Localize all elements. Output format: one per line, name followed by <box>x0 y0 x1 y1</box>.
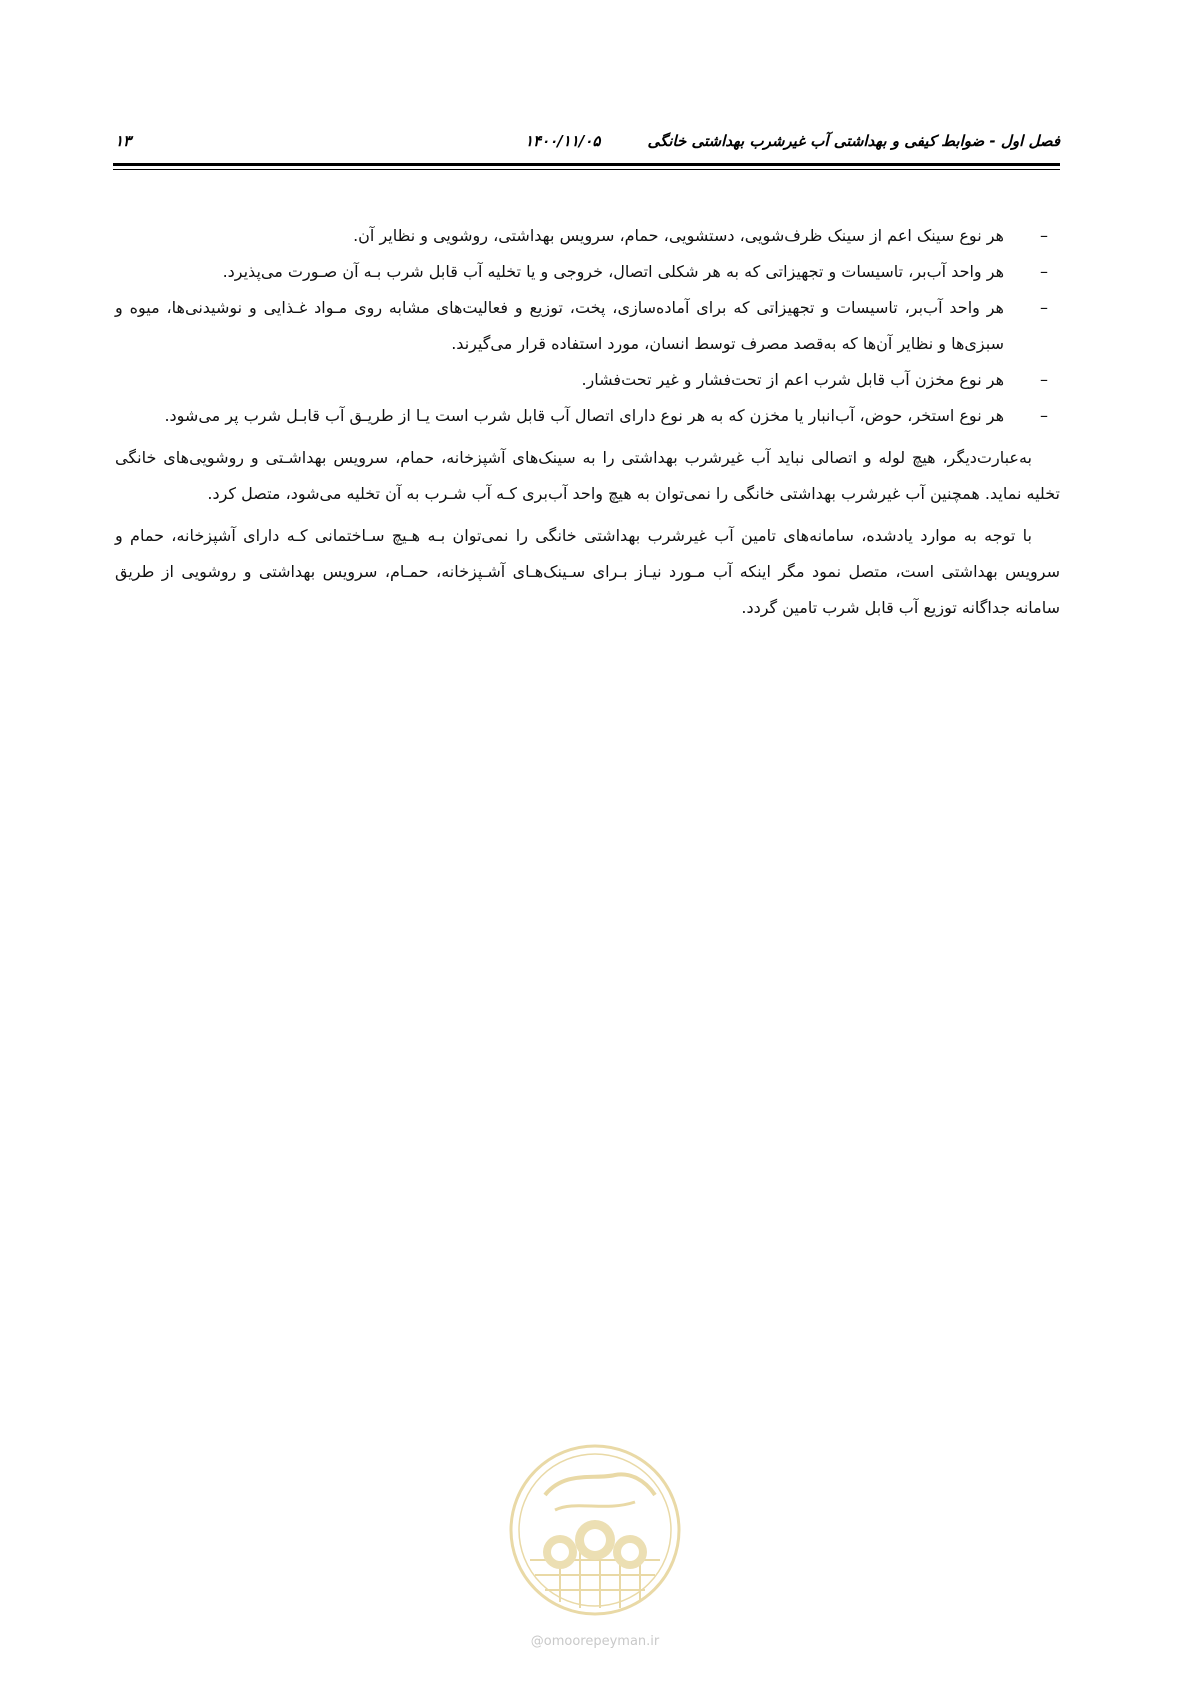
list-item-text: هر واحد آب‌بر، تاسیسات و تجهیزاتی که به هر شکلی اتصال، خروجی و یا تخلیه آب قابل شرب بـه آن صـورت می‌پذیرد. <box>222 262 1004 281</box>
header-rule-thick <box>113 163 1060 166</box>
bullet-marker: – <box>1040 370 1048 389</box>
chapter-title: فصل اول - ضوابط کیفی و بهداشتی آب غیرشرب بهداشتی خانگی <box>647 132 1060 150</box>
bullet-list <box>115 218 1060 434</box>
list-item-text: هر نوع سینک اعم از سینک ظرف‌شویی، دستشویی، حمام، سرویس بهداشتی، روشویی و نظایر آن. <box>353 226 1004 245</box>
list-item-text: هر نوع مخزن آب قابل شرب اعم از تحت‌فشار و غیر تحت‌فشار. <box>581 370 1004 389</box>
list-item <box>115 362 1060 398</box>
bullet-marker: – <box>1040 262 1048 281</box>
list-item-text: هر واحد آب‌بر، تاسیسات و تجهیزاتی که برای آماده‌سازی، پخت، توزیع و فعالیت‌های مشابه روی مـواد غـذایی و نوشیدنی‌ها، میوه و سبزی‌ها و نظایر آن‌ها که به‌قصد مصرف توسط انسان، مورد استفاده قرار می‌گیرند. <box>115 298 1004 353</box>
list-item <box>115 398 1060 434</box>
page-header <box>115 128 1060 154</box>
page-number: ۱۳ <box>115 132 132 150</box>
header-rule-thin <box>113 169 1060 170</box>
bullet-marker: – <box>1040 298 1048 317</box>
body-text <box>115 218 1060 626</box>
bullet-marker: – <box>1040 406 1048 425</box>
list-item <box>115 218 1060 254</box>
list-item <box>115 290 1060 362</box>
watermark-logo <box>505 1440 685 1620</box>
document-date: ۱۴۰۰/۱۱/۰۵ <box>525 132 601 150</box>
watermark-url: @omoorepeyman.ir <box>530 1634 660 1649</box>
bullet-marker: – <box>1040 226 1048 245</box>
list-item <box>115 254 1060 290</box>
paragraph: به‌عبارت‌دیگر، هیچ لوله و اتصالی نباید آب غیرشرب بهداشتی را به سینک‌های آشپزخانه، حمام، سرویس بهداشـتی و روشویی‌های خانگی تخلیه نماید. همچنین آب غیرشرب بهداشتی خانگی را نمی‌توان به هیچ واحد آب‌بری کـه آب شـرب به آن تخلیه می‌شود، متصل کرد. <box>115 448 1060 503</box>
list-item-text: هر نوع استخر، حوض، آب‌انبار یا مخزن که به هر نوع دارای اتصال آب قابل شرب است یـا از طریـق آب قابـل شرب پر می‌شود. <box>164 406 1004 425</box>
paragraph: با توجه به موارد یادشده، سامانه‌های تامین آب غیرشرب بهداشتی خانگی را نمی‌توان بـه هـیچ سـاختمانی کـه دارای آشپزخانه، حمام و سرویس بهداشتی است، متصل نمود مگر اینکه آب مـورد نیـاز بـرای سـینک‌هـای آشـپزخانه، حمـام، سرویس بهداشتی و روشویی از طریق سامانه جداگانه توزیع آب قابل شرب تامین گردد. <box>115 526 1060 617</box>
